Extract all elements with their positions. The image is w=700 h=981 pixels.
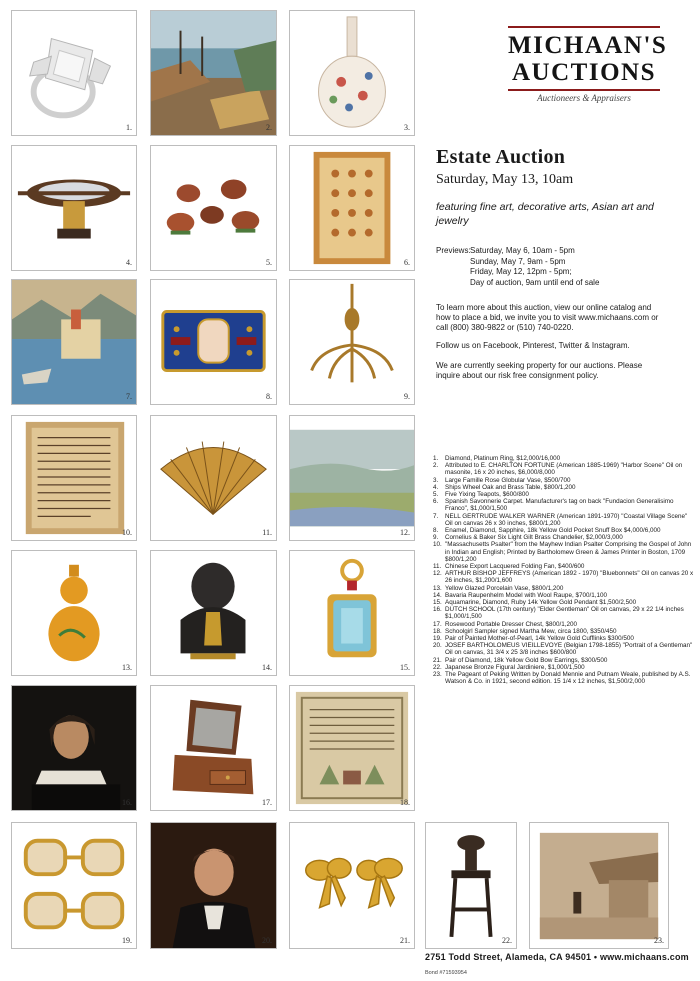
- folding-fan-photo-icon: [151, 416, 276, 540]
- landscape-painting-icon: [290, 416, 414, 540]
- tile-number: 6.: [404, 258, 410, 267]
- preview-line: Day of auction, 9am until end of sale: [470, 277, 600, 287]
- sampler-photo-icon: [290, 686, 414, 810]
- lot-tile-6[interactable]: [289, 145, 415, 271]
- tile-number: 8.: [266, 392, 272, 401]
- logo-line-1: MICHAAN'S: [508, 32, 668, 59]
- jardiniere-stand-photo-icon: [426, 823, 516, 948]
- auction-title: Estate Auction: [436, 146, 566, 168]
- lot-item: 17. Rosewood Portable Dresser Chest, $800/1,200: [433, 620, 577, 628]
- lot-tile-11[interactable]: [150, 415, 277, 541]
- tile-number: 2.: [266, 123, 272, 132]
- lot-tile-9[interactable]: [289, 279, 415, 405]
- tile-number: 11.: [262, 528, 272, 537]
- lot-tile-13[interactable]: [11, 550, 137, 676]
- auction-featuring: featuring fine art, decorative arts, Asian art and jewelry: [436, 201, 654, 227]
- lot-tile-16[interactable]: [11, 685, 137, 811]
- logo-top-rule: [508, 26, 660, 28]
- harbor-painting-icon: [151, 11, 276, 135]
- lot-item: 12. ARTHUR BISHOP JEFFREYS (American 1892 - 1970) "Bluebonnets" Oil on canvas 20 x 26 inches, $1,200/1,600: [433, 570, 694, 585]
- lot-item: 11. Chinese Export Lacquered Folding Fan, $400/600: [433, 563, 585, 571]
- logo-tagline: Auctioneers & Appraisers: [537, 93, 631, 103]
- lot-tile-1[interactable]: [11, 10, 137, 136]
- lot-item: 6. Spanish Savonnerie Carpet. Manufacturer's tag on back "Fundacion Generalisimo Franco", $1,000/1,500: [433, 498, 674, 513]
- tile-number: 14.: [262, 663, 272, 672]
- lot-tile-3[interactable]: [289, 10, 415, 136]
- lot-item: 16. DUTCH SCHOOL (17th century) "Elder Gentleman" Oil on canvas, 29 x 22 1/4 inches $1,000/1,500: [433, 606, 684, 621]
- lot-tile-10[interactable]: [11, 415, 137, 541]
- tile-number: 20.: [262, 936, 272, 945]
- footer-address[interactable]: 2751 Todd Street, Alameda, CA 94501 • www.michaans.com: [425, 952, 689, 962]
- tile-number: 1.: [126, 123, 132, 132]
- preview-line: Friday, May 12, 12pm - 5pm;: [470, 267, 572, 276]
- lot-item: 3. Large Famille Rose Globular Vase, $500/700: [433, 476, 571, 484]
- lot-item: 20. JOSEF BARTHOLOMEUS VIEILLEVOYE (Belgian 1798-1855) "Portrait of a Gentleman" Oil on canvas, 31 3/4 x 25 3/8 inches $600/800: [433, 642, 693, 657]
- ships-wheel-table-photo-icon: [12, 146, 136, 270]
- lot-tile-15[interactable]: [289, 550, 415, 676]
- lot-item: 21. Pair of Diamond, 18k Yellow Gold Bow Earrings, $300/500: [433, 656, 608, 664]
- lot-tile-23[interactable]: [529, 822, 669, 949]
- lot-item: 14. Bavaria Raupenhelm Model with Wool Raupe, $700/1,100: [433, 591, 607, 599]
- tile-number: 13.: [122, 663, 132, 672]
- logo-line-2: AUCTIONS: [512, 59, 656, 86]
- lot-tile-19[interactable]: [11, 822, 137, 949]
- lot-item: 1. Diamond, Platinum Ring, $12,000/16,000: [433, 455, 561, 462]
- auction-date: Saturday, May 13, 10am: [436, 172, 574, 187]
- ring-photo-icon: [12, 11, 136, 135]
- tile-number: 9.: [404, 392, 410, 401]
- carpet-photo-icon: [290, 146, 414, 270]
- lot-item: 9. Cornelius & Baker Six Light Gilt Brass Chandelier, $2,000/3,000: [433, 534, 623, 542]
- lot-tile-21[interactable]: [289, 822, 415, 949]
- chandelier-photo-icon: [290, 280, 414, 404]
- tile-number: 4.: [126, 258, 132, 267]
- lot-item: 19. Pair of Painted Mother-of-Pearl, 14k Yellow Gold Cufflinks $300/500: [433, 635, 634, 643]
- tile-number: 10.: [122, 528, 132, 537]
- tile-number: 18.: [400, 798, 410, 807]
- preview-line: Saturday, May 6, 10am - 5pm: [470, 246, 575, 255]
- lot-item: 4. Ships Wheel Oak and Brass Table, $800/1,200: [433, 483, 576, 491]
- lot-item: 5. Five Yixing Teapots, $600/800: [433, 491, 529, 499]
- lot-item: 10. "Massachusetts Psalter" from the Mayhew Indian Psalter Comprising the Gospel of John in Indian and English; Printed by Bartholomew Green & James Printer in Boston, 1709 $800/1,200: [433, 541, 692, 563]
- tile-number: 15.: [400, 663, 410, 672]
- teapots-photo-icon: [151, 146, 276, 270]
- tile-number: 3.: [404, 123, 410, 132]
- lot-tile-17[interactable]: [150, 685, 277, 811]
- consignment-text: We are currently seeking property for our auctions. Please inquire about our risk free consignment policy.: [436, 361, 643, 380]
- porcelain-vase-photo-icon: [290, 11, 414, 135]
- previews-label: Previews:: [436, 246, 471, 255]
- preview-line: Sunday, May 7, 9am - 5pm: [470, 256, 566, 266]
- lot-item: 8. Enamel, Diamond, Sapphire, 18k Yellow Gold Pocket Snuff Box $4,000/6,000: [433, 527, 661, 535]
- tile-number: 17.: [262, 798, 272, 807]
- bow-earrings-photo-icon: [290, 823, 414, 948]
- tile-number: 23.: [654, 936, 664, 945]
- gentleman-portrait-icon: [151, 823, 276, 948]
- peking-photograph-icon: [530, 823, 668, 948]
- lot-tile-14[interactable]: [150, 550, 277, 676]
- bond-number: Bond #71593954: [425, 970, 467, 976]
- lot-tile-7[interactable]: [11, 279, 137, 405]
- lot-item: 2. Attributed to E. CHARLTON FORTUNE (American 1885-1969) "Harbor Scene" Oil on masonite, 16 x 20 inches, $6,000/8,000: [433, 462, 683, 477]
- lot-tile-22[interactable]: [425, 822, 517, 949]
- snuff-box-photo-icon: [151, 280, 276, 404]
- cufflinks-photo-icon: [12, 823, 136, 948]
- tile-number: 19.: [122, 936, 132, 945]
- gourd-vase-photo-icon: [12, 551, 136, 675]
- lot-item: 13. Yellow Glazed Porcelain Vase, $800/1,200: [433, 584, 564, 592]
- psalter-page-photo-icon: [12, 416, 136, 540]
- lot-tile-18[interactable]: [289, 685, 415, 811]
- lot-tile-4[interactable]: [11, 145, 137, 271]
- lot-tile-12[interactable]: [289, 415, 415, 541]
- tile-number: 7.: [126, 392, 132, 401]
- elder-gentleman-portrait-icon: [12, 686, 136, 810]
- lot-item: 15. Aquamarine, Diamond, Ruby 14k Yellow Gold Pendant $1,500/2,500: [433, 599, 637, 607]
- lot-item: 7. NELL GERTRUDE WALKER WARNER (American 1891-1970) "Coastal Village Scene" Oil on canvas 26 x 30 inches, $800/1,200: [433, 512, 688, 527]
- lot-item: 22. Japanese Bronze Figural Jardiniere, $1,000/1,500: [433, 663, 585, 671]
- lot-tile-2[interactable]: [150, 10, 277, 136]
- dresser-chest-photo-icon: [151, 686, 276, 810]
- lot-item: 18. Schoolgirl Sampler signed Martha Mew, circa 1800, $350/450: [433, 627, 617, 635]
- tile-number: 22.: [502, 936, 512, 945]
- tile-number: 16.: [122, 798, 132, 807]
- tile-number: 5.: [266, 258, 272, 267]
- previews-block: [436, 246, 599, 288]
- lot-item: 23. The Pageant of Peking Written by Donald Mennie and Putnam Weale, published by A.S. Watson & Co. in 1921, second edition. 15 1/4 x 12 inches, $1,500/2,000: [433, 671, 691, 686]
- learn-more-text: To learn more about this auction, view our online catalog and how to place a bid, we invite you to visit www.michaans.com or call (800) 380-9822 or (510) 740-0220.: [436, 303, 659, 332]
- lot-list: [433, 455, 695, 686]
- helmet-model-photo-icon: [151, 551, 276, 675]
- michaans-logo[interactable]: [508, 26, 668, 103]
- lot-tile-8[interactable]: [150, 279, 277, 405]
- follow-us-text: Follow us on Facebook, Pinterest, Twitter & Instagram.: [436, 341, 630, 350]
- lot-tile-5[interactable]: [150, 145, 277, 271]
- tile-number: 21.: [400, 936, 410, 945]
- lot-tile-20[interactable]: [150, 822, 277, 949]
- aquamarine-pendant-photo-icon: [290, 551, 414, 675]
- coastal-village-painting-icon: [12, 280, 136, 404]
- logo-bottom-rule: [508, 89, 660, 91]
- tile-number: 12.: [400, 528, 410, 537]
